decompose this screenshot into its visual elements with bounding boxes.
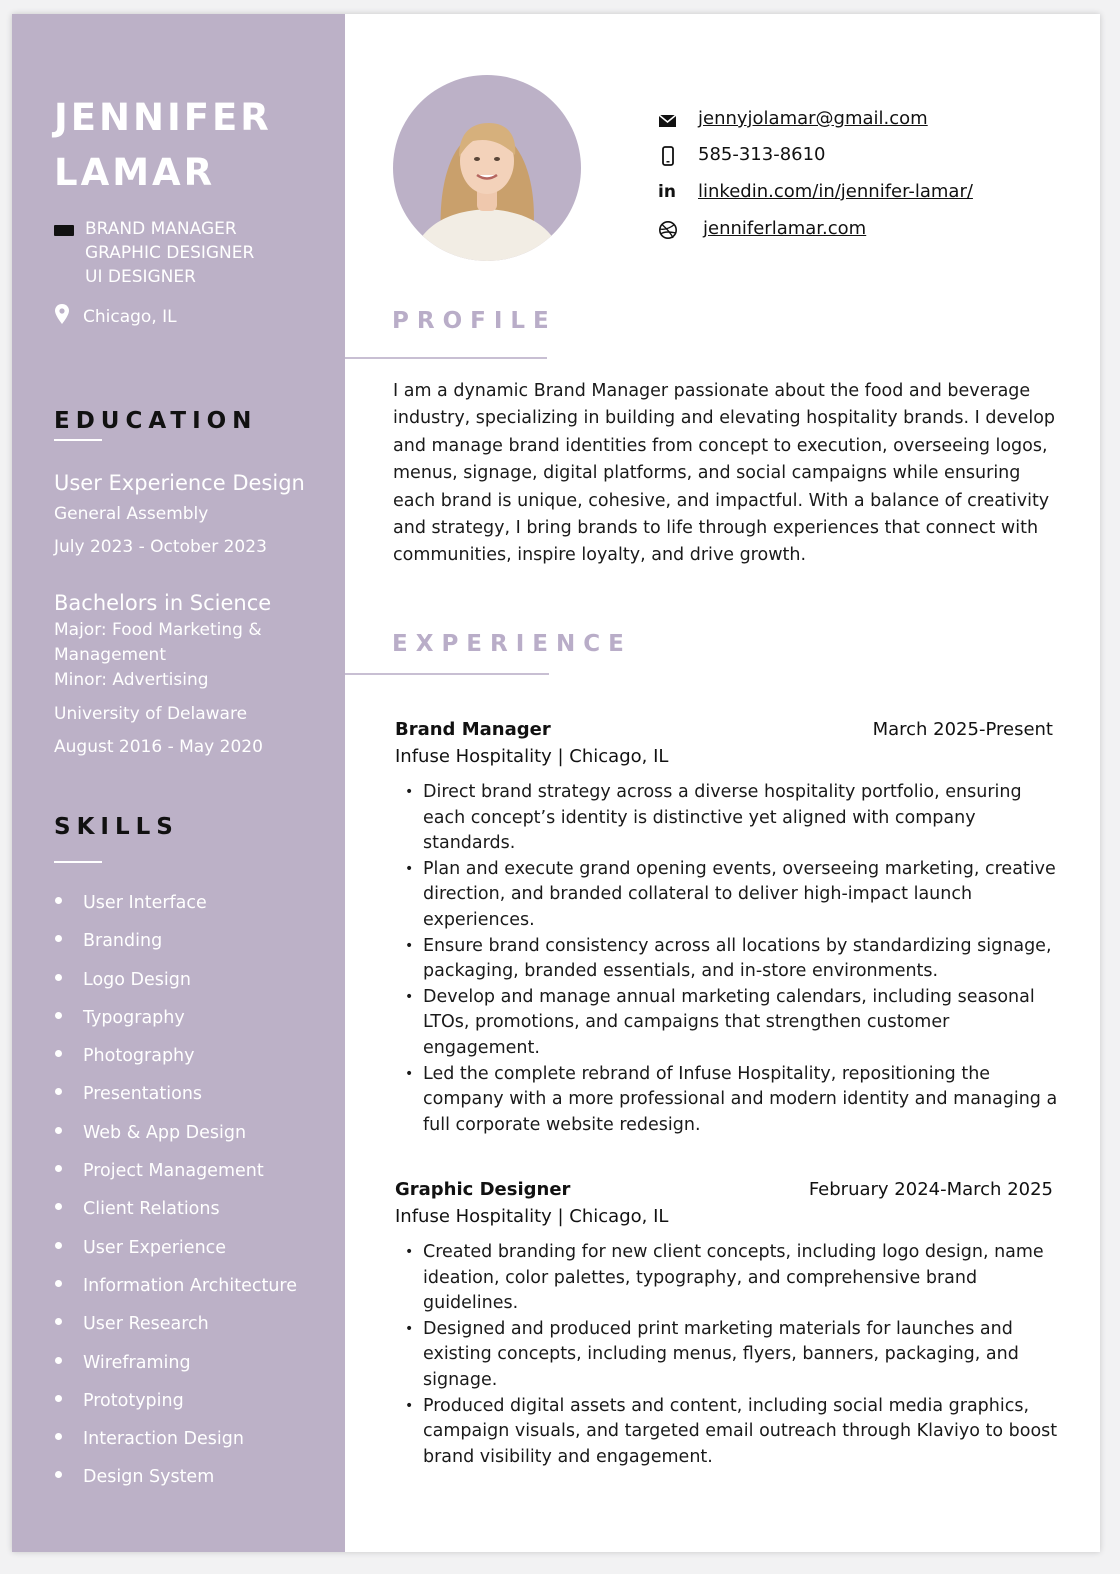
education-heading: EDUCATION <box>54 408 258 434</box>
job-dates: February 2024-March 2025 <box>808 1179 1053 1200</box>
job-bullet: • Created branding for new client concepts, including logo design, name ideation, color palettes, typography, and comprehensive brand guidelines. <box>395 1240 1065 1317</box>
location-pin-icon <box>54 304 70 324</box>
skill-item: Photography <box>54 1043 334 1081</box>
job-bullet: • Designed and produced print marketing materials for launches and existing concepts, including menus, flyers, banners, packaging, and signage. <box>395 1317 1065 1394</box>
job-bullet: • Produced digital assets and content, including social media graphics, campaign visuals, and targeted email outreach through Klaviyo to boost brand visibility and engagement. <box>395 1394 1065 1471</box>
experience-underline <box>345 673 549 675</box>
job-title: Brand Manager <box>395 719 551 740</box>
skill-item: Branding <box>54 928 334 966</box>
school-name: University of Delaware <box>54 704 248 724</box>
briefcase-icon <box>54 225 74 236</box>
skill-item: Typography <box>54 1005 334 1043</box>
skill-item: Information Architecture <box>54 1273 334 1311</box>
degree-title: User Experience Design <box>54 471 305 495</box>
skill-item: Wireframing <box>54 1350 334 1388</box>
bullet-dot-icon <box>55 1088 62 1095</box>
education-entry <box>54 468 334 560</box>
job-bullets <box>395 780 1065 1138</box>
degree-detail: Major: Food Marketing & <box>54 620 262 640</box>
bullet-dot-icon <box>55 897 62 904</box>
skill-item: Interaction Design <box>54 1426 334 1464</box>
job-organization: Infuse Hospitality | Chicago, IL <box>395 746 669 767</box>
job-bullet: • Direct brand strategy across a diverse hospitality portfolio, ensuring each concept’s identity is distinctive yet aligned with company standards. <box>395 780 1065 857</box>
education-underline <box>54 439 102 441</box>
job-dates: March 2025-Present <box>872 719 1053 740</box>
last-name: LAMAR <box>54 151 216 194</box>
bullet-dot-icon <box>55 1395 62 1402</box>
skill-item: Presentations <box>54 1081 334 1119</box>
bullet-dot-icon <box>55 1127 62 1134</box>
role-item: UI DESIGNER <box>85 267 196 287</box>
profile-summary: I am a dynamic Brand Manager passionate about the food and beverage industry, specializing in building and elevating hospitality brands. I develop and manage brand identities from concept to execution, overseeing logos, menus, signage, digital platforms, and social campaigns while ensuring each brand is unique, cohesive, and impactful. With a balance of creativity and strategy, I bring brands to life through experiences that connect with communities, inspire loyalty, and drive growth. <box>393 381 1056 566</box>
phone-icon <box>658 146 678 166</box>
bullet-dot-icon <box>55 974 62 981</box>
email-link[interactable]: jennyjolamar@gmail.com <box>698 108 928 129</box>
degree-detail: Minor: Advertising <box>54 670 209 690</box>
job-bullet: • Develop and manage annual marketing calendars, including seasonal LTOs, promotions, and campaigns that strengthen customer engagement. <box>395 985 1065 1062</box>
skill-item: User Interface <box>54 890 334 928</box>
school-name: General Assembly <box>54 504 209 524</box>
bullet-dot-icon <box>55 1471 62 1478</box>
profile-underline <box>345 357 547 359</box>
bullet-dot-icon <box>55 1203 62 1210</box>
degree-detail: Management <box>54 645 166 665</box>
job-bullet: • Ensure brand consistency across all locations by standardizing signage, packaging, branded essentials, and in-store environments. <box>395 934 1065 985</box>
sidebar <box>12 14 345 1552</box>
bullet-dot-icon <box>55 935 62 942</box>
bullet-dot-icon <box>55 1280 62 1287</box>
envelope-icon <box>658 110 678 130</box>
education-dates: August 2016 - May 2020 <box>54 737 263 757</box>
person-portrait-icon <box>393 75 581 261</box>
phone-number[interactable]: 585-313-8610 <box>698 144 826 165</box>
bullet-dot-icon <box>55 1357 62 1364</box>
bullet-dot-icon <box>55 1242 62 1249</box>
location-text: Chicago, IL <box>83 307 177 327</box>
experience-heading: EXPERIENCE <box>392 631 632 657</box>
full-name <box>54 90 272 200</box>
education-entry <box>54 588 334 760</box>
bullet-dot-icon <box>55 1165 62 1172</box>
skills-heading: SKILLS <box>54 814 179 840</box>
job-title: Graphic Designer <box>395 1179 571 1200</box>
degree-title: Bachelors in Science <box>54 591 272 615</box>
skill-item: Client Relations <box>54 1196 334 1234</box>
skill-item: Project Management <box>54 1158 334 1196</box>
skills-underline <box>54 861 102 863</box>
skill-item: Design System <box>54 1464 334 1502</box>
first-name: JENNIFER <box>54 96 272 139</box>
dribbble-icon <box>658 220 678 240</box>
bullet-dot-icon <box>55 1318 62 1325</box>
linkedin-icon: in <box>658 182 676 202</box>
resume-page <box>12 14 1100 1552</box>
bullet-dot-icon <box>55 1433 62 1440</box>
profile-photo <box>393 75 581 261</box>
website-link[interactable]: jenniferlamar.com <box>703 218 867 239</box>
skill-item: User Experience <box>54 1235 334 1273</box>
linkedin-link[interactable]: linkedin.com/in/jennifer-lamar/ <box>698 181 973 202</box>
role-item: GRAPHIC DESIGNER <box>85 243 255 263</box>
job-organization: Infuse Hospitality | Chicago, IL <box>395 1206 669 1227</box>
profile-heading: PROFILE <box>392 308 557 334</box>
skills-list <box>54 890 334 1503</box>
skill-item: Logo Design <box>54 967 334 1005</box>
skill-item: Prototyping <box>54 1388 334 1426</box>
job-bullet: • Plan and execute grand opening events, overseeing marketing, creative direction, and branded collateral to deliver high-impact launch experiences. <box>395 857 1065 934</box>
skill-item: User Research <box>54 1311 334 1349</box>
job-bullet: • Led the complete rebrand of Infuse Hospitality, repositioning the company with a more professional and modern identity and managing a full corporate website redesign. <box>395 1062 1065 1139</box>
bullet-dot-icon <box>55 1012 62 1019</box>
job-bullets <box>395 1240 1065 1470</box>
education-dates: July 2023 - October 2023 <box>54 537 267 557</box>
role-item: BRAND MANAGER <box>85 219 237 239</box>
bullet-dot-icon <box>55 1050 62 1057</box>
skill-item: Web & App Design <box>54 1120 334 1158</box>
